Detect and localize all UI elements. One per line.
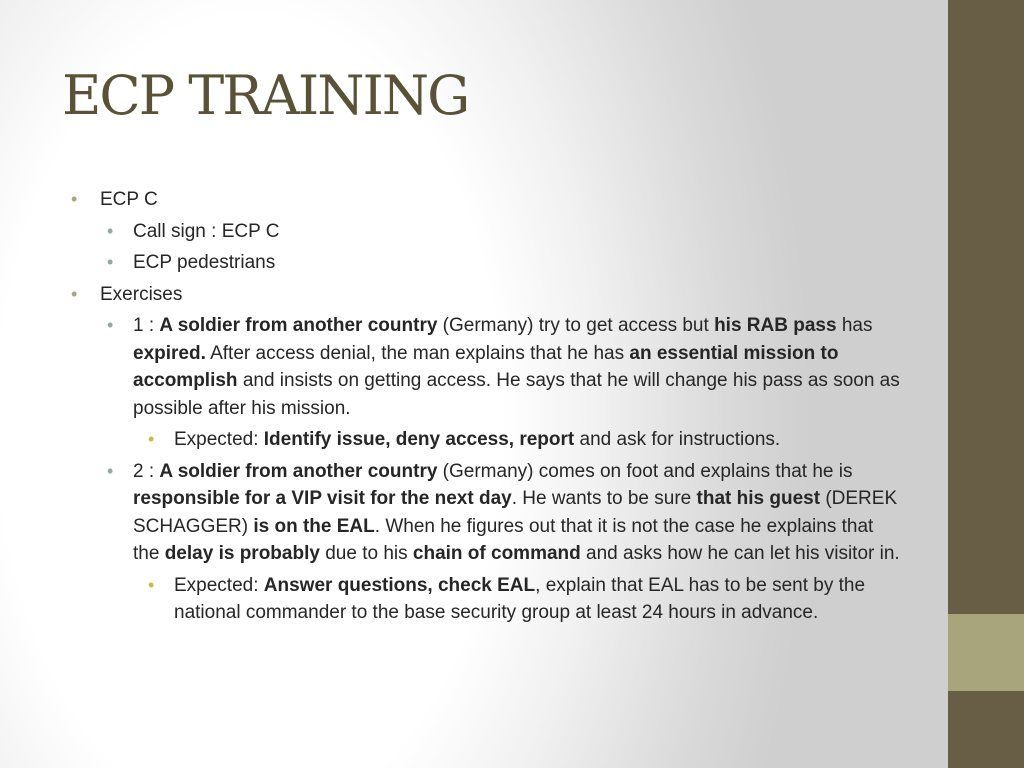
bullet-exercises	[0, 281, 940, 309]
bullet-icon: •	[71, 189, 78, 209]
exercise-2	[0, 458, 901, 568]
bullet-text: ECP C	[100, 189, 158, 210]
ex2-text: 2 : A soldier from another country (Germany) comes on foot and explains that he is responsible for a VIP visit for the next day. He wants to be sure that his guest (DEREK SCHAGGER) is on the EAL. When he figures out that it is not the case he explains that the delay is probably due to his chain of command and asks how he can let his visitor in.	[133, 460, 900, 564]
bullet-icon: •	[148, 429, 155, 449]
ex1-text: 1 : A soldier from another country (Germany) try to get access but his RAB pass has expired. After access denial, the man explains that he has an essential mission to accomplish and insists on getting access. He says that he will change his pass as soon as possible after his mission.	[133, 315, 900, 419]
bullet-text: Exercises	[100, 283, 183, 305]
side-accent	[948, 614, 1024, 691]
bullet-icon: •	[148, 574, 155, 595]
bullet-ecp-pedestrians	[0, 249, 901, 277]
exercise-1	[0, 312, 901, 422]
bullet-call-sign	[0, 218, 901, 246]
bullet-icon: •	[107, 315, 114, 335]
slide-title: ECP TRAINING	[62, 64, 469, 127]
bullet-icon: •	[107, 220, 114, 241]
bullet-text: Call sign : ECP C	[133, 220, 280, 242]
ex1-expected-text: Expected: Identify issue, deny access, report and ask for instructions.	[174, 429, 781, 450]
bullet-icon: •	[107, 252, 114, 272]
bullet-icon: •	[107, 460, 114, 481]
bullet-text: ECP pedestrians	[133, 252, 276, 273]
bullet-icon: •	[71, 283, 78, 304]
exercise-1-expected	[0, 426, 886, 454]
exercise-2-expected	[0, 572, 886, 627]
ex2-expected-text: Expected: Answer questions, check EAL, explain that EAL has to be sent by the national commander to the base security group at least 24 hours in advance.	[174, 574, 866, 623]
bullet-ecp-c	[0, 186, 940, 214]
slide-content	[0, 186, 940, 631]
